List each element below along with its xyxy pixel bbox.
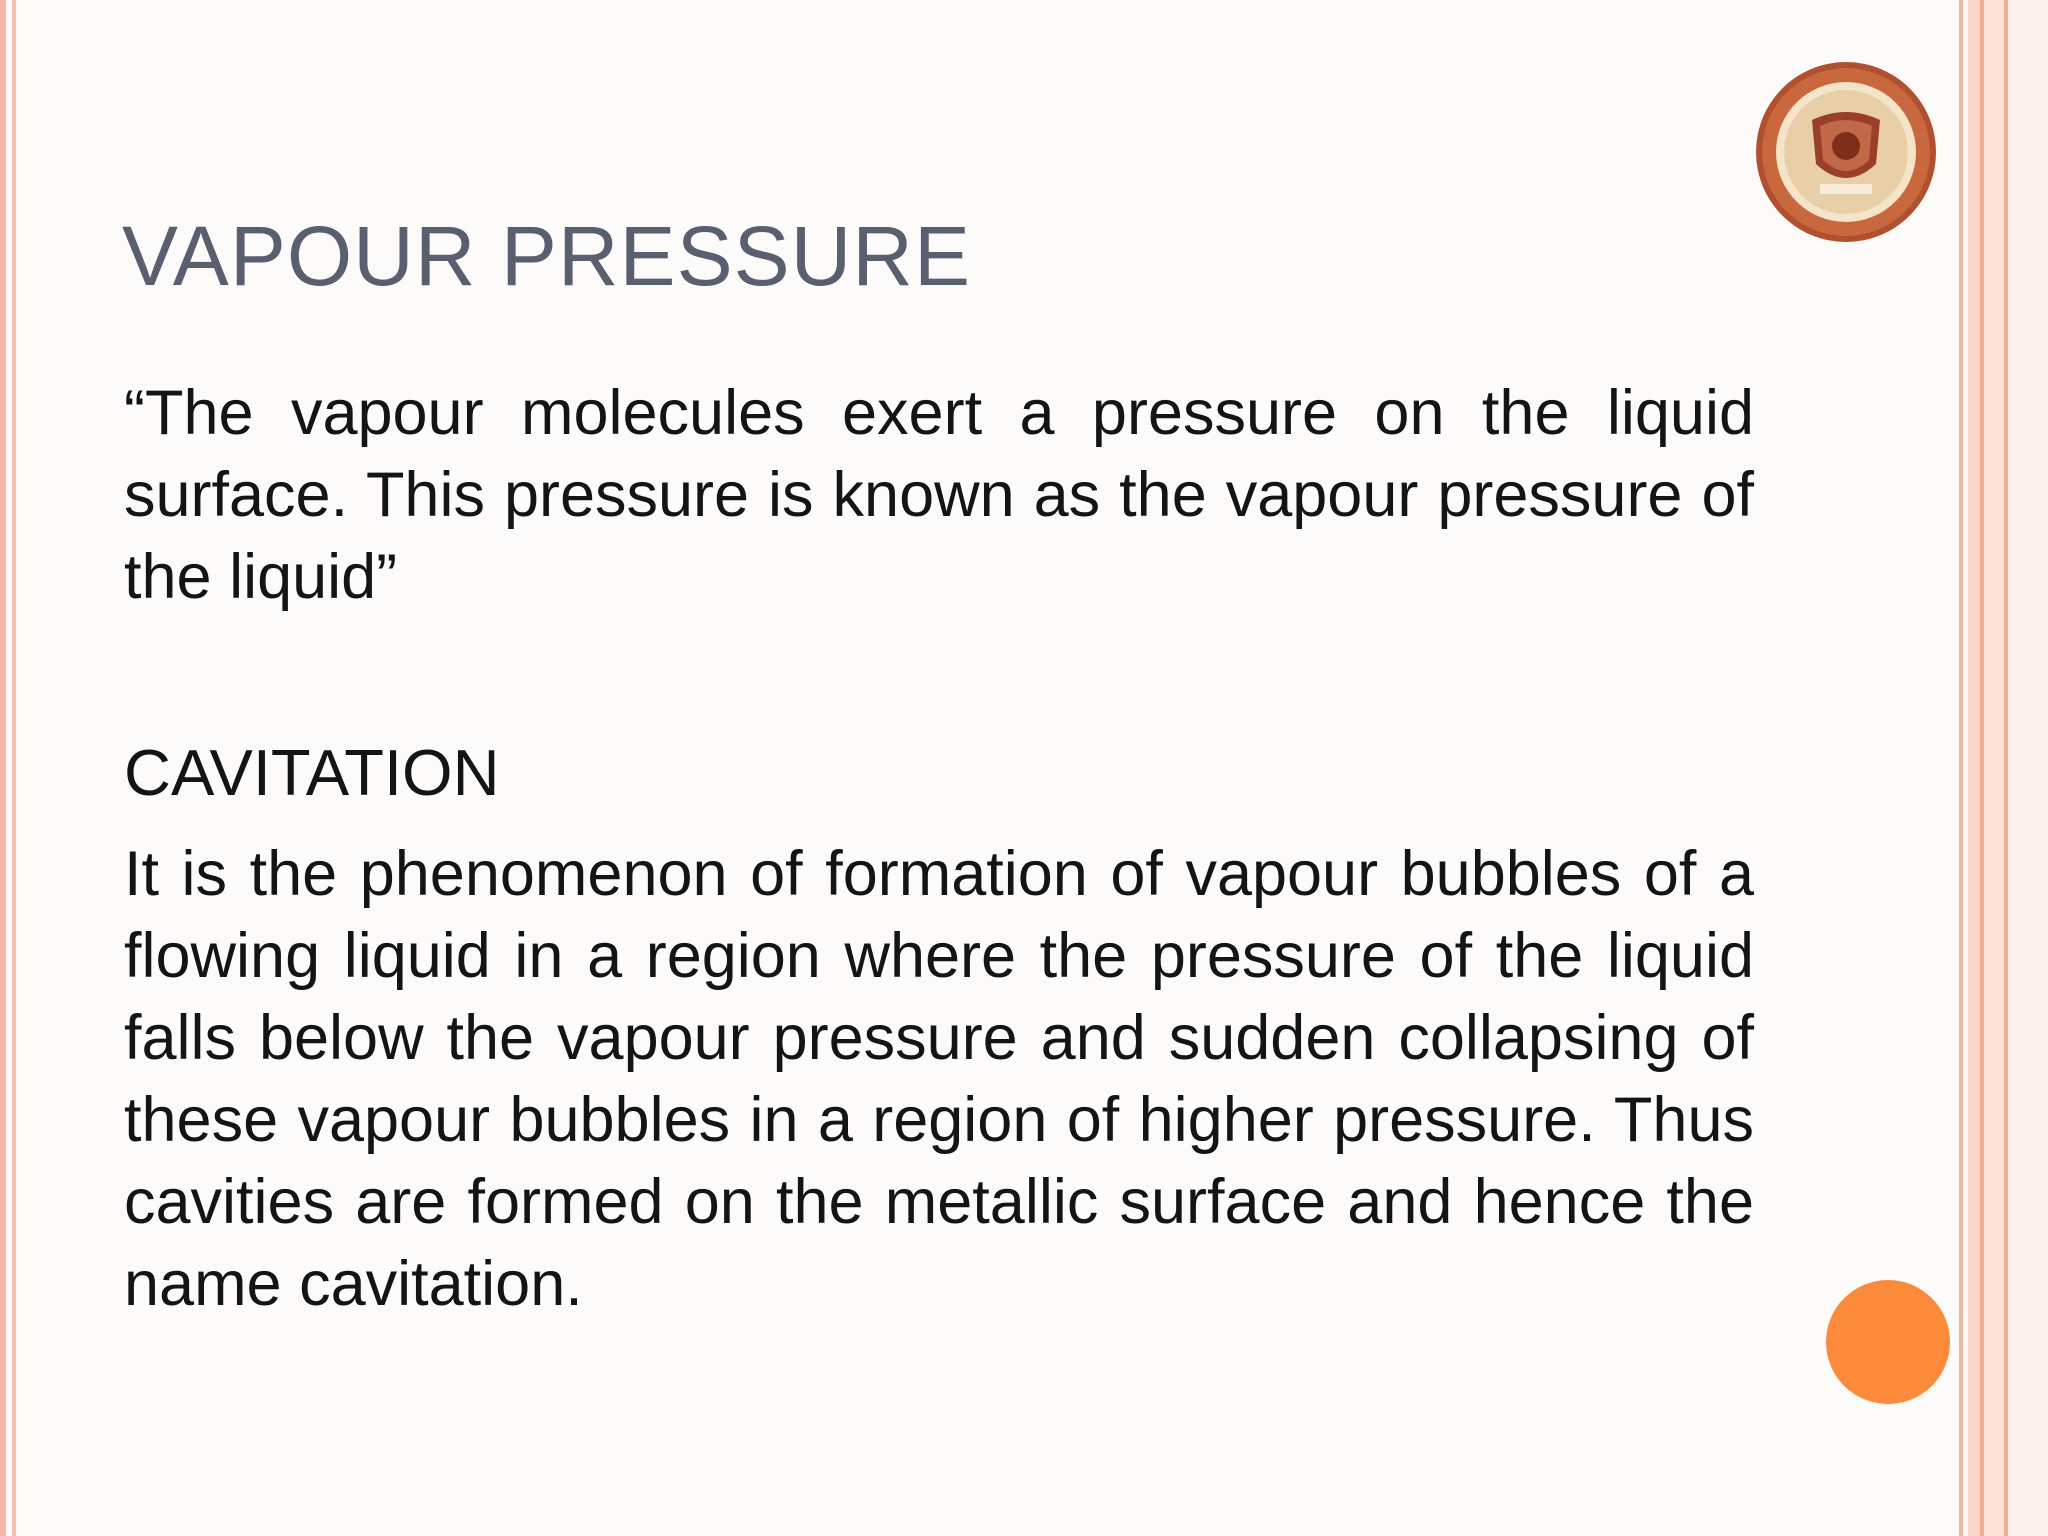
accent-circle xyxy=(1826,1280,1950,1404)
cavitation-description: It is the phenomenon of formation of vapour bubbles of a flowing liquid in a region where the pressure of the liquid falls below the vapour pressure and sudden collapsing of these vapour bubbles in a region of higher pressure. Thus cavities are formed on the metallic surface and hence the name cavitation. xyxy=(124,839,1754,1319)
slide-title: VAPOUR PRESSURE xyxy=(122,209,971,303)
left-border-inner xyxy=(12,0,16,1536)
cavitation-heading: CAVITATION xyxy=(124,736,500,809)
right-border-band xyxy=(1984,0,2004,1536)
right-border-line xyxy=(1959,0,1963,1536)
right-border-band xyxy=(1968,0,1980,1536)
vapour-pressure-definition: “The vapour molecules exert a pressure on the liquid surface. This pressure is known as the vapour pressure of the liquid” xyxy=(124,378,1754,612)
left-border-outer xyxy=(0,0,6,1536)
institution-seal-icon xyxy=(1754,60,1938,244)
right-border-edge xyxy=(2008,0,2048,1536)
